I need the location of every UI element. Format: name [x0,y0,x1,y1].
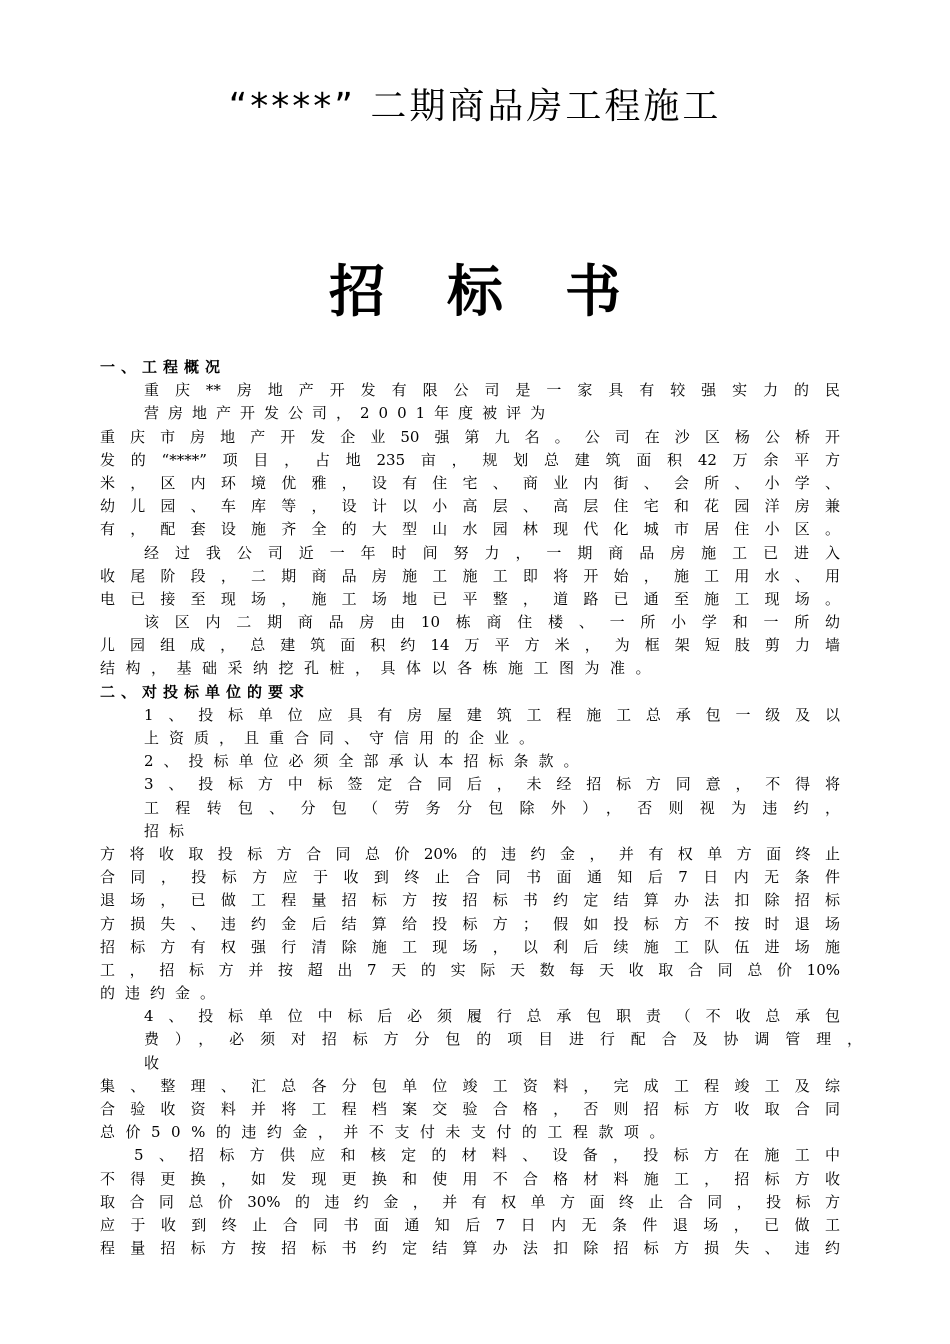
body-line: 3、投标方中标签定合同后，未经招标方同意，不得将 [144,775,840,794]
body-line: 2、投标单位必须全部承认本招标条款。 [144,752,589,771]
section-heading-2: 二、对投标单位的要求 [100,682,311,701]
document-body [100,356,862,1260]
document-title-line2: 招标书 [329,260,683,325]
body-line: 营房地产开发公司，2001年度被评为 [144,404,555,423]
body-line: 结构，基础采纳挖孔桩，具体以各栋施工图为准。 [100,659,662,678]
body-line: 发的“****”项目，占地235亩，规划总建筑面积42万余平方 [100,450,840,469]
body-line: 不得更换，如发现更换和使用不合格材料施工，招标方收 [100,1169,840,1188]
body-line: 幼儿园、车库等，设计以小高层、高层住宅和花园洋房兼 [100,497,840,516]
body-line: 程量招标方按招标书约定结算办法扣除招标方损失、违约 [100,1239,840,1258]
body-line: 重庆**房地产开发有限公司是一家具有较强实力的民 [144,381,840,400]
body-line: 4、投标单位中标后必须履行总承包职责（不收总承包 [144,1007,840,1026]
body-line: 米，区内环境优雅，设有住宅、商业内街、会所、小学、 [100,473,840,492]
body-line: 该区内二期商品房由10栋商住楼、一所小学和一所幼 [144,613,840,632]
body-line: 方将收取投标方合同总价20%的违约金，并有权单方面终止 [100,844,840,863]
body-line: 上资质，且重合同、守信用的企业。 [144,729,545,747]
body-line: 总价50%的违约金，并不支付未支付的工程款项。 [100,1123,675,1142]
body-line: 退场，已做工程量招标方按招标书约定结算办法扣除招标 [100,891,840,910]
body-line: 1、投标单位应具有房屋建筑工程施工总承包一级及以 [144,705,840,724]
body-line: 工，招标方并按超出7天的实际天数每天收取合同总价10% [100,960,840,979]
body-line: 电已接至现场，施工场地已平整，道路已通至施工现场。 [100,589,840,608]
body-line: 应于收到终止合同书面通知后7日内无条件退场，已做工 [100,1215,840,1234]
body-line: 费），必须对招标方分包的项目进行配合及协调管理， [144,1030,862,1049]
body-line: 有，配套设施齐全的大型山水园林现代化城市居住小区。 [100,520,840,539]
body-line: 合同，投标方应于收到终止合同书面通知后7日内无条件 [100,868,840,887]
body-line: 重庆市房地产开发企业50强第九名。公司在沙区杨公桥开 [100,427,840,446]
document-title-line1: “****” 二期商品房工程施工 [228,86,722,127]
body-line: 儿园组成，总建筑面积约14万平方米，为框架短肢剪力墙 [100,636,840,655]
body-line: 集、整理、汇总各分包单位竣工资料，完成工程竣工及综 [100,1076,840,1095]
body-line: 方损失、违约金后结算给投标方；假如投标方不按时退场 [100,914,840,933]
body-line: 招标方有权强行清除施工现场，以利后续施工队伍进场施 [100,937,840,956]
body-line: 收 [144,1053,170,1072]
body-line: 经过我公司近一年时间努力，一期商品房施工已进入 [144,543,840,562]
body-line: 的违约金。 [100,984,226,1003]
body-line: 5、招标方供应和核定的材料、设备，投标方在施工中 [134,1146,840,1165]
section-heading-1: 一、工程概况 [100,358,227,376]
body-line: 合验收资料并将工程档案交验合格，否则招标方收取合同 [100,1100,840,1118]
body-line: 工程转包、分包（劳务分包除外），否则视为违约， [144,798,840,817]
body-line: 取合同总价30%的违约金，并有权单方面终止合同，投标方 [100,1192,840,1211]
body-line: 收尾阶段，二期商品房施工施工即将开始，施工用水、用 [100,566,840,585]
body-line: 招标 [144,821,195,840]
